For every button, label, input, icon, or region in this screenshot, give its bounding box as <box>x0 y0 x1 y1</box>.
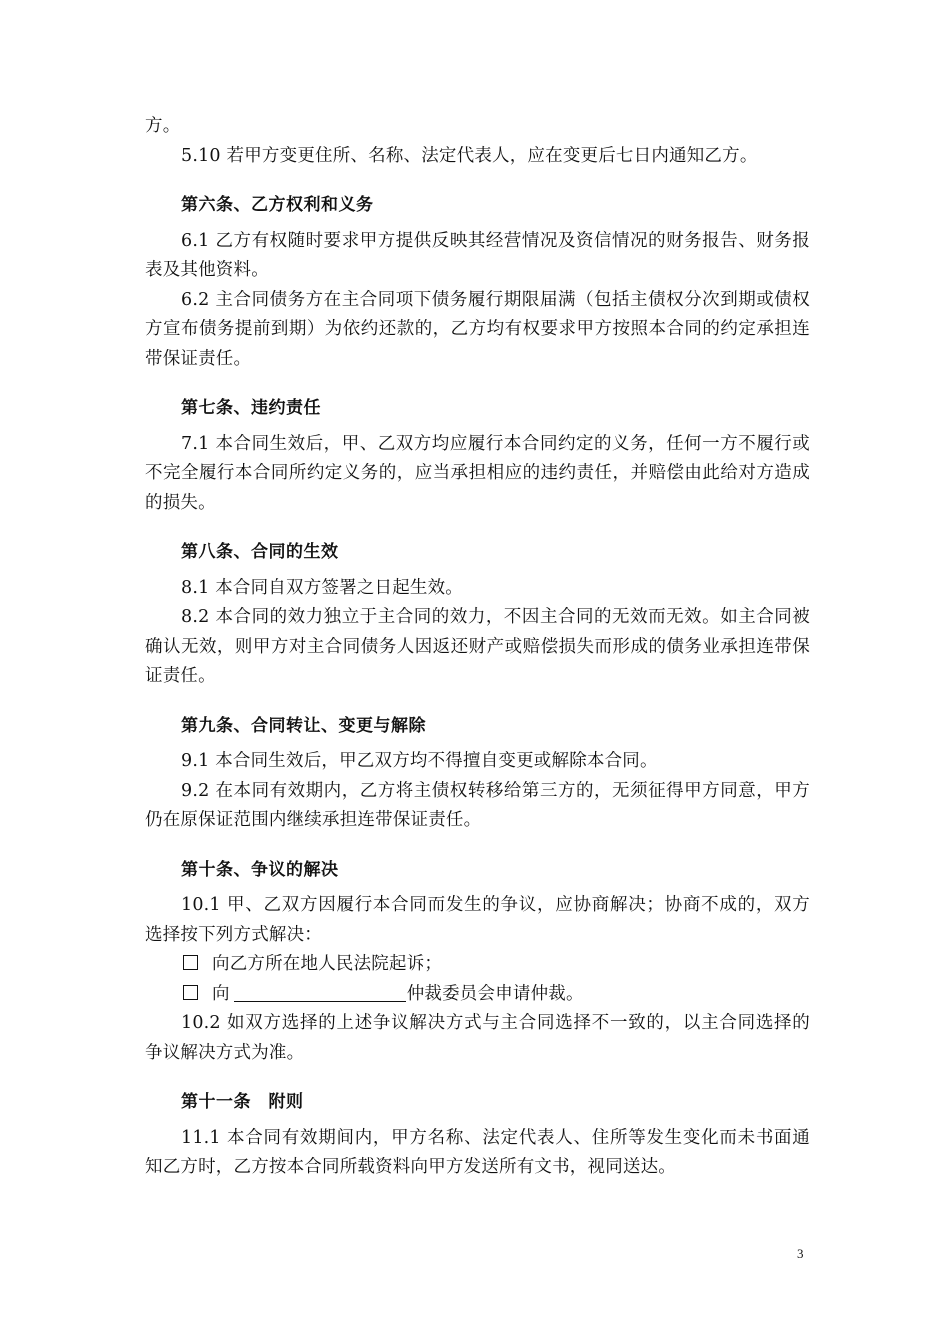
document-body <box>145 112 810 1183</box>
clause-9-1: 9.1 本合同生效后，甲乙双方均不得擅自变更或解除本合同。 <box>181 751 658 771</box>
checkbox-court[interactable] <box>183 955 198 970</box>
clause-8-2: 8.2 本合同的效力独立于主合同的效力，不因主合同的无效而无效。如主合同被确认无效，则甲方对主合同债务人因返还财产或赔偿损失而形成的债务业承担连带保证责任。 <box>145 607 810 686</box>
clause-11-1: 11.1 本合同有效期间内，甲方名称、法定代表人、住所等发生变化而未书面通知乙方时，乙方按本合同所载资料向甲方发送所有文书，视同送达。 <box>145 1127 810 1177</box>
clause-6-2: 6.2 主合同债务方在主合同项下债务履行期限届满（包括主债权分次到期或债权方宣布债务提前到期）为依约还款的，乙方均有权要求甲方按照本合同的约定承担连带保证责任。 <box>145 289 810 369</box>
section-heading-7: 第七条、违约责任 <box>181 398 321 418</box>
clause-10-2: 10.2 如双方选择的上述争议解决方式与主合同选择不一致的，以主合同选择的争议解决方式为准。 <box>145 1013 810 1063</box>
option-arbitration-suffix: 仲裁委员会申请仲裁。 <box>406 983 584 1004</box>
section-heading-10: 第十条、争议的解决 <box>181 859 339 880</box>
clause-8-1: 8.1 本合同自双方签署之日起生效。 <box>181 577 463 598</box>
section-heading-9: 第九条、合同转让、变更与解除 <box>181 715 426 736</box>
dispute-option-court <box>145 950 810 980</box>
arbitration-committee-blank[interactable] <box>234 982 406 1002</box>
page-number: 3 <box>797 1246 804 1261</box>
paragraph-continuation: 方。 <box>145 116 181 136</box>
option-court-label: 向乙方所在地人民法院起诉； <box>212 954 443 974</box>
clause-10-1: 10.1 甲、乙双方因履行本合同而发生的争议，应协商解决；协商不成的，双方选择按下列方式解决： <box>145 895 810 945</box>
dispute-option-arbitration <box>145 980 810 1010</box>
section-heading-11: 第十一条 附则 <box>181 1092 304 1112</box>
clause-9-2: 9.2 在本同有效期内，乙方将主债权转移给第三方的，无须征得甲方同意，甲方仍在原保证范围内继续承担连带保证责任。 <box>145 780 810 830</box>
checkbox-arbitration[interactable] <box>183 985 198 1000</box>
clause-6-1: 6.1 乙方有权随时要求甲方提供反映其经营情况及资信情况的财务报告、财务报表及其他资料。 <box>145 230 810 280</box>
option-arbitration-prefix: 向 <box>212 983 230 1004</box>
clause-5-10: 5.10 若甲方变更住所、名称、法定代表人，应在变更后七日内通知乙方。 <box>181 145 758 166</box>
section-heading-6: 第六条、乙方权利和义务 <box>181 195 374 215</box>
clause-7-1: 7.1 本合同生效后，甲、乙双方均应履行本合同约定的义务，任何一方不履行或不完全履行本合同所约定义务的，应当承担相应的违约责任，并赔偿由此给对方造成的损失。 <box>145 433 810 513</box>
section-heading-8: 第八条、合同的生效 <box>181 542 339 562</box>
